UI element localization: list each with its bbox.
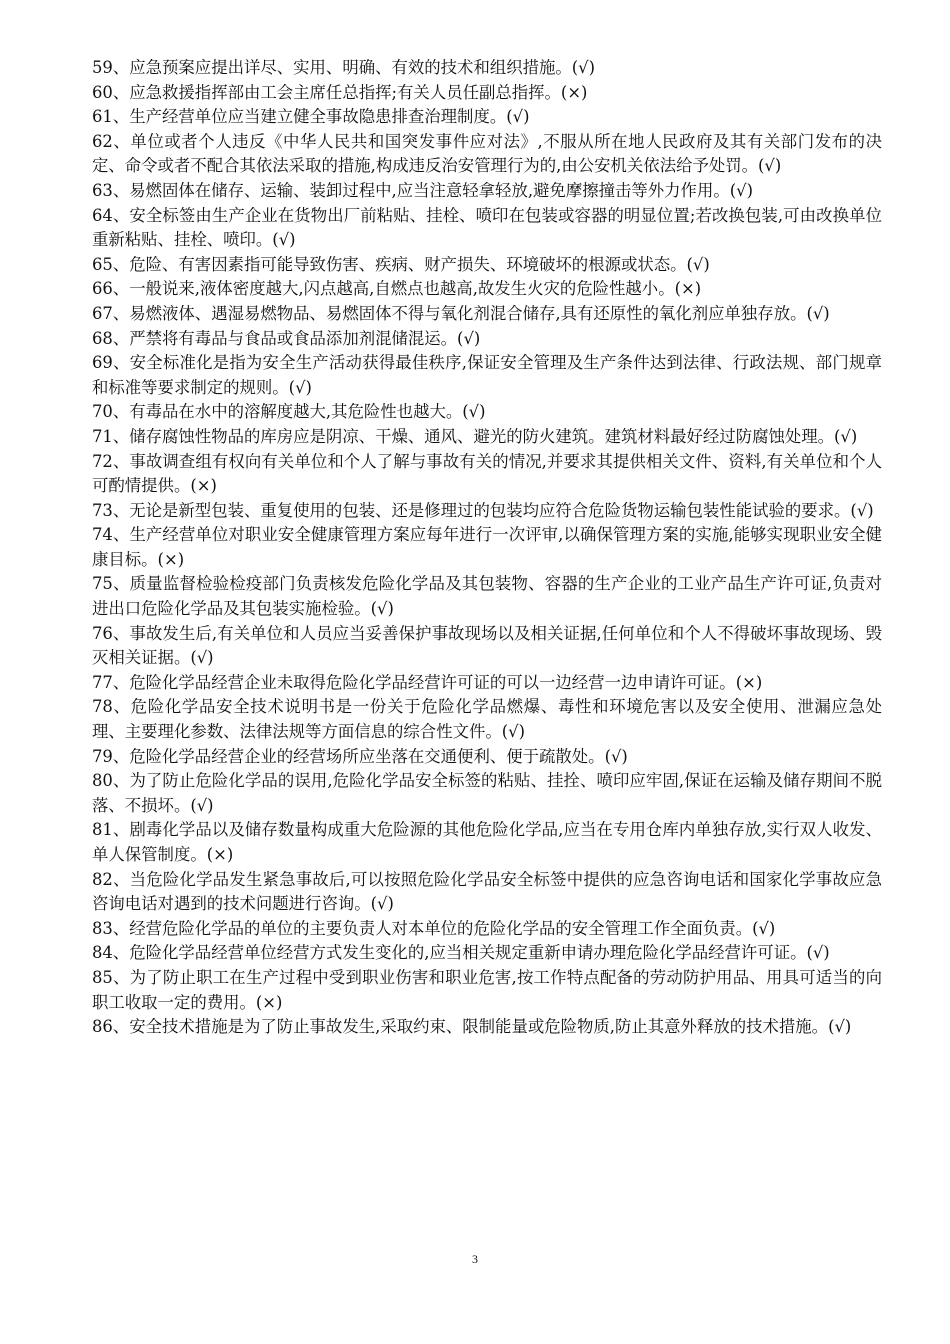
question-item: 60、应急救援指挥部由工会主席任总指挥;有关人员任副总指挥。(×) (92, 82, 588, 102)
question-item: 83、经营危险化学品的单位的主要负责人对本单位的危险化学品的安全管理工作全面负责。(√) (92, 918, 776, 938)
question-item: 64、安全标签由生产企业在货物出厂前粘贴、挂栓、喷印在包装或容器的明显位置;若改换包装,可由改换单位重新粘贴、挂栓、喷印。(√) (92, 205, 882, 250)
question-item: 74、生产经营单位对职业安全健康管理方案应每年进行一次评审,以确保管理方案的实施,能够实现职业安全健康目标。(×) (92, 525, 882, 569)
question-item: 79、危险化学品经营企业的经营场所应坐落在交通便利、便于疏散处。(√) (92, 746, 628, 766)
question-item: 73、无论是新型包装、重复使用的包装、还是修理过的包装均应符合危险货物运输包装性能试验的要求。(√) (92, 500, 874, 520)
question-item: 63、易燃固体在储存、运输、装卸过程中,应当注意轻拿轻放,避免摩擦撞击等外力作用。(√) (92, 180, 753, 200)
question-list (92, 56, 882, 1040)
question-item: 86、安全技术措施是为了防止事故发生,采取约束、限制能量或危险物质,防止其意外释放的技术措施。(√) (92, 1017, 852, 1037)
question-item: 82、当危险化学品发生紧急事故后,可以按照危险化学品安全标签中提供的应急咨询电话和国家化学事故应急咨询电话对遇到的技术问题进行咨询。(√) (92, 869, 882, 914)
question-item: 85、为了防止职工在生产过程中受到职业伤害和职业危害,按工作特点配备的劳动防护用品、用具可适当的向职工收取一定的费用。(×) (92, 967, 882, 1012)
page-number: 3 (472, 1252, 478, 1266)
question-item: 72、事故调查组有权向有关单位和个人了解与事故有关的情况,并要求其提供相关文件、资料,有关单位和个人可酌情提供。(×) (92, 451, 882, 496)
question-item: 62、单位或者个人违反《中华人民共和国突发事件应对法》,不服从所在地人民政府及其有关部门发布的决定、命令或者不配合其依法采取的措施,构成违反治安管理行为的,由公安机关依法给予处罚。(√) (92, 131, 882, 176)
question-item: 84、危险化学品经营单位经营方式发生变化的,应当相关规定重新申请办理危险化学品经营许可证。(√) (92, 943, 830, 963)
question-item: 70、有毒品在水中的溶解度越大,其危险性也越大。(√) (92, 402, 486, 422)
question-item: 65、危险、有害因素指可能导致伤害、疾病、财产损失、环境破坏的根源或状态。(√) (92, 254, 710, 274)
question-item: 66、一般说来,液体密度越大,闪点越高,自燃点也越高,故发生火灾的危险性越小。(×) (92, 279, 702, 299)
question-item: 59、应急预案应提出详尽、实用、明确、有效的技术和组织措施。(√) (92, 58, 596, 77)
question-item: 61、生产经营单位应当建立健全事故隐患排查治理制度。(√) (92, 107, 530, 127)
question-item: 68、严禁将有毒品与食品或食品添加剂混储混运。(√) (92, 328, 481, 348)
question-item: 81、剧毒化学品以及储存数量构成重大危险源的其他危险化学品,应当在专用仓库内单独存放,实行双人收发、单人保管制度。(×) (92, 820, 882, 864)
question-item: 80、为了防止危险化学品的误用,危险化学品安全标签的粘贴、挂拴、喷印应牢固,保证在运输及储存期间不脱落、不损坏。(√) (92, 771, 882, 815)
question-item: 76、事故发生后,有关单位和人员应当妥善保护事故现场以及相关证据,任何单位和个人不得破坏事故现场、毁灭相关证据。(√) (92, 623, 882, 668)
question-item: 75、质量监督检验检疫部门负责核发危险化学品及其包装物、容器的生产企业的工业产品生产许可证,负责对进出口危险化学品及其包装实施检验。(√) (92, 574, 882, 619)
question-item: 71、储存腐蚀性物品的库房应是阴凉、干燥、通风、避光的防火建筑。建筑材料最好经过防腐蚀处理。(√) (92, 426, 858, 446)
question-item: 69、安全标准化是指为安全生产活动获得最佳秩序,保证安全管理及生产条件达到法律、行政法规、部门规章和标准等要求制定的规则。(√) (92, 353, 882, 397)
question-item: 78、危险化学品安全技术说明书是一份关于危险化学品燃爆、毒性和环境危害以及安全使用、泄漏应急处理、主要理化参数、法律法规等方面信息的综合性文件。(√) (92, 697, 882, 742)
question-item: 67、易燃液体、遇湿易燃物品、易燃固体不得与氧化剂混合储存,具有还原性的氧化剂应单独存放。(√) (92, 303, 830, 323)
question-item: 77、危险化学品经营企业未取得危险化学品经营许可证的可以一边经营一边申请许可证。(×) (92, 672, 763, 692)
